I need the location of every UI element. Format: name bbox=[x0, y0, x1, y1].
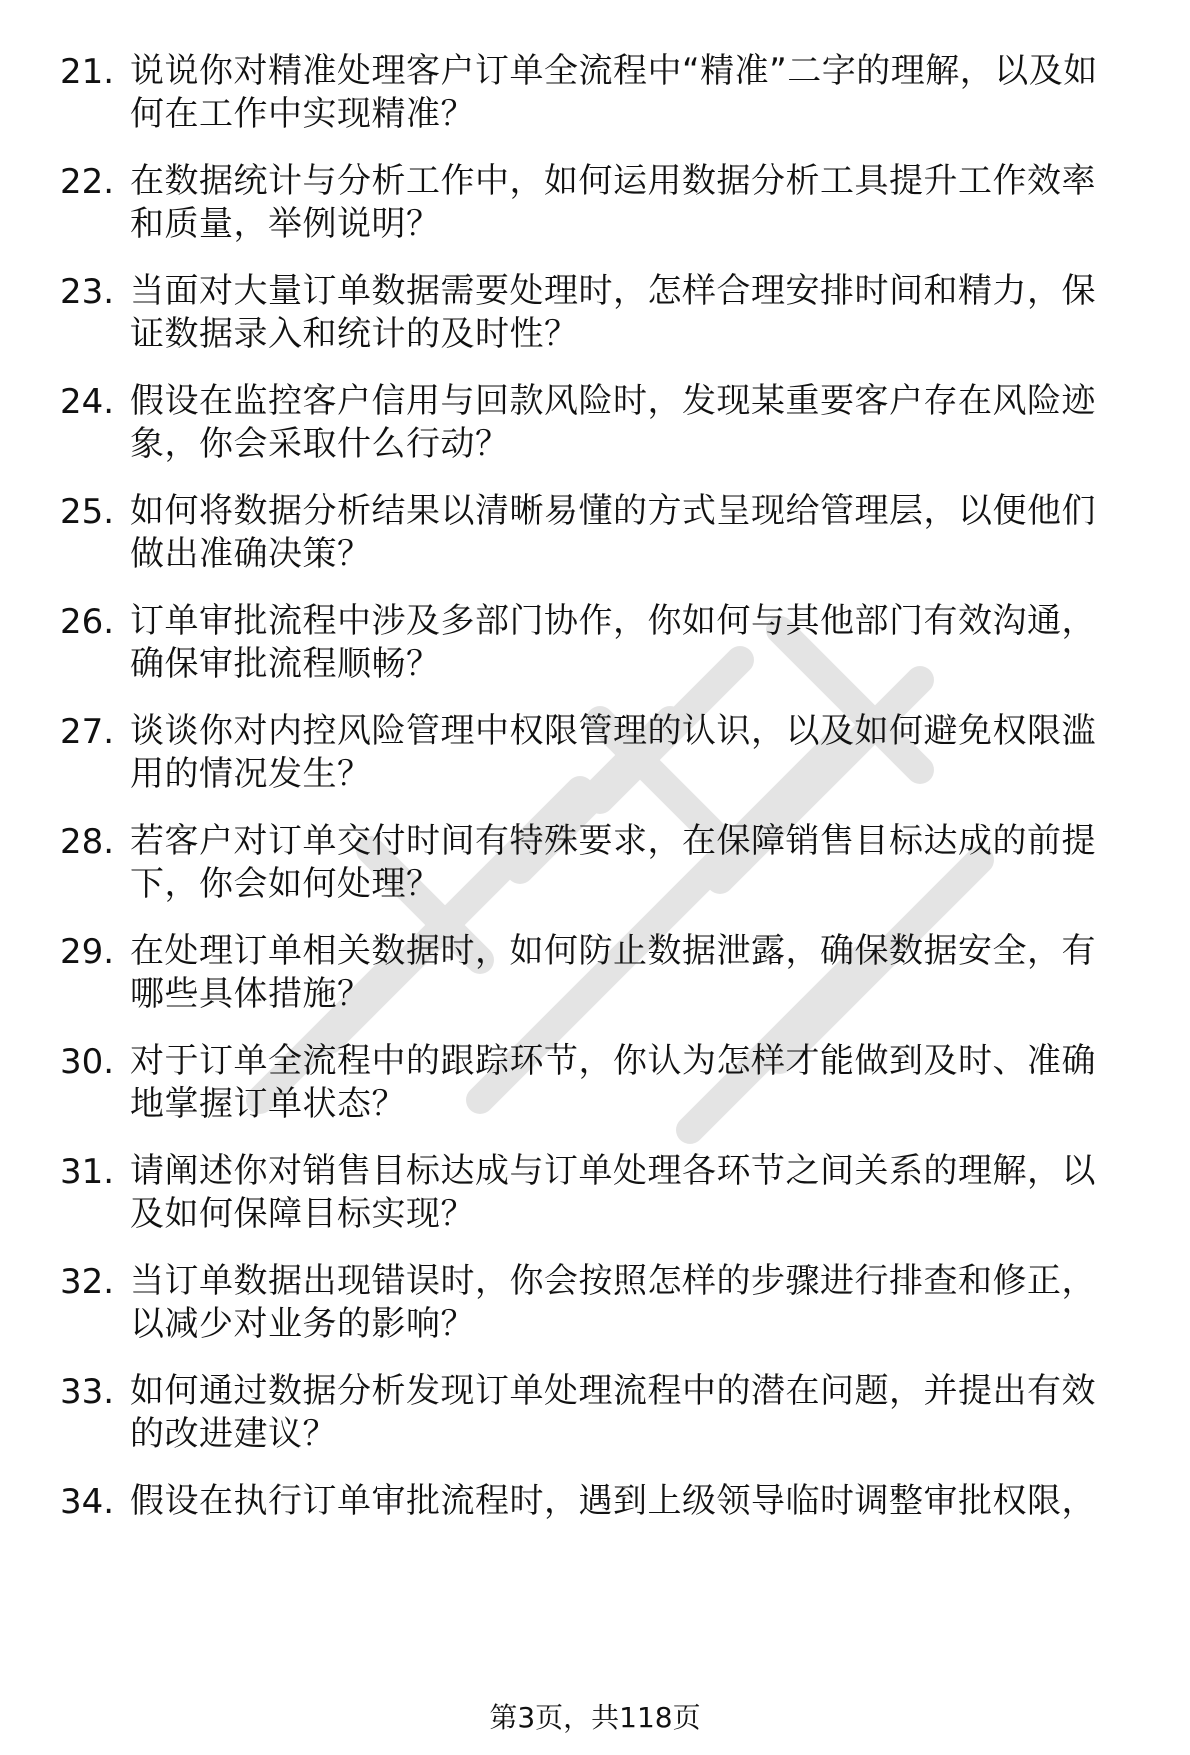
question-text-line: 何在工作中实现精准？ bbox=[130, 94, 475, 134]
question-text-line: 如何通过数据分析发现订单处理流程中的潜在问题，并提出有效 bbox=[130, 1371, 1096, 1411]
question-text-line: 若客户对订单交付时间有特殊要求，在保障销售目标达成的前提 bbox=[130, 821, 1096, 861]
question-item-25 bbox=[60, 490, 1160, 576]
question-number: 22. bbox=[60, 162, 115, 202]
question-text bbox=[130, 1040, 1150, 1126]
question-text-line: 哪些具体措施？ bbox=[130, 974, 372, 1014]
question-number: 21. bbox=[60, 52, 115, 92]
question-item-30 bbox=[60, 1040, 1160, 1126]
question-number: 25. bbox=[60, 492, 115, 532]
page-number-label: 第3页，共118页 bbox=[489, 1701, 701, 1734]
question-text bbox=[130, 490, 1150, 576]
question-text-line: 象，你会采取什么行动？ bbox=[130, 424, 510, 464]
question-text-line: 假设在监控客户信用与回款风险时，发现某重要客户存在风险迹 bbox=[130, 381, 1096, 421]
question-item-34 bbox=[60, 1480, 1160, 1524]
question-item-31 bbox=[60, 1150, 1160, 1236]
question-number: 32. bbox=[60, 1262, 115, 1302]
question-text-line: 请阐述你对销售目标达成与订单处理各环节之间关系的理解，以 bbox=[130, 1151, 1096, 1191]
question-text bbox=[130, 1150, 1150, 1236]
question-text bbox=[130, 1260, 1150, 1346]
question-number: 27. bbox=[60, 712, 115, 752]
page-footer bbox=[0, 1700, 1190, 1736]
question-number: 31. bbox=[60, 1152, 115, 1192]
question-number: 24. bbox=[60, 382, 115, 422]
question-text-line: 在数据统计与分析工作中，如何运用数据分析工具提升工作效率 bbox=[130, 161, 1096, 201]
question-text-line: 地掌握订单状态？ bbox=[130, 1084, 406, 1124]
question-text-line: 对于订单全流程中的跟踪环节，你认为怎样才能做到及时、准确 bbox=[130, 1041, 1096, 1081]
question-item-29 bbox=[60, 930, 1160, 1016]
question-text-line: 和质量，举例说明？ bbox=[130, 204, 441, 244]
question-text-line: 的改进建议？ bbox=[130, 1414, 337, 1454]
question-text-line: 用的情况发生？ bbox=[130, 754, 372, 794]
question-number: 33. bbox=[60, 1372, 115, 1412]
question-text bbox=[130, 50, 1150, 136]
question-item-33 bbox=[60, 1370, 1160, 1456]
question-item-26 bbox=[60, 600, 1160, 686]
question-text bbox=[130, 930, 1150, 1016]
question-text-line: 订单审批流程中涉及多部门协作，你如何与其他部门有效沟通， bbox=[130, 601, 1096, 641]
question-item-27 bbox=[60, 710, 1160, 796]
question-text-line: 假设在执行订单审批流程时，遇到上级领导临时调整审批权限， bbox=[130, 1481, 1096, 1521]
question-number: 34. bbox=[60, 1482, 115, 1522]
question-text-line: 在处理订单相关数据时，如何防止数据泄露，确保数据安全，有 bbox=[130, 931, 1096, 971]
question-text-line: 谈谈你对内控风险管理中权限管理的认识，以及如何避免权限滥 bbox=[130, 711, 1096, 751]
question-item-24 bbox=[60, 380, 1160, 466]
question-item-32 bbox=[60, 1260, 1160, 1346]
question-text bbox=[130, 380, 1150, 466]
question-item-21 bbox=[60, 50, 1160, 136]
question-text bbox=[130, 710, 1150, 796]
question-text bbox=[130, 820, 1150, 906]
question-number: 23. bbox=[60, 272, 115, 312]
question-text bbox=[130, 600, 1150, 686]
question-text bbox=[130, 270, 1150, 356]
question-number: 28. bbox=[60, 822, 115, 862]
question-text bbox=[130, 1480, 1150, 1523]
question-text-line: 做出准确决策？ bbox=[130, 534, 372, 574]
question-text-line: 以减少对业务的影响？ bbox=[130, 1304, 475, 1344]
question-text-line: 证数据录入和统计的及时性？ bbox=[130, 314, 579, 354]
question-text-line: 确保审批流程顺畅？ bbox=[130, 644, 441, 684]
question-text-line: 当订单数据出现错误时，你会按照怎样的步骤进行排查和修正， bbox=[130, 1261, 1096, 1301]
question-text-line: 如何将数据分析结果以清晰易懂的方式呈现给管理层，以便他们 bbox=[130, 491, 1096, 531]
question-text-line: 说说你对精准处理客户订单全流程中“精准”二字的理解，以及如 bbox=[130, 51, 1098, 91]
question-number: 30. bbox=[60, 1042, 115, 1082]
question-number: 26. bbox=[60, 602, 115, 642]
question-text-line: 当面对大量订单数据需要处理时，怎样合理安排时间和精力，保 bbox=[130, 271, 1096, 311]
question-item-23 bbox=[60, 270, 1160, 356]
question-text-line: 及如何保障目标实现？ bbox=[130, 1194, 475, 1234]
question-text bbox=[130, 1370, 1150, 1456]
question-number: 29. bbox=[60, 932, 115, 972]
question-item-22 bbox=[60, 160, 1160, 246]
question-item-28 bbox=[60, 820, 1160, 906]
question-text-line: 下，你会如何处理？ bbox=[130, 864, 441, 904]
question-text bbox=[130, 160, 1150, 246]
